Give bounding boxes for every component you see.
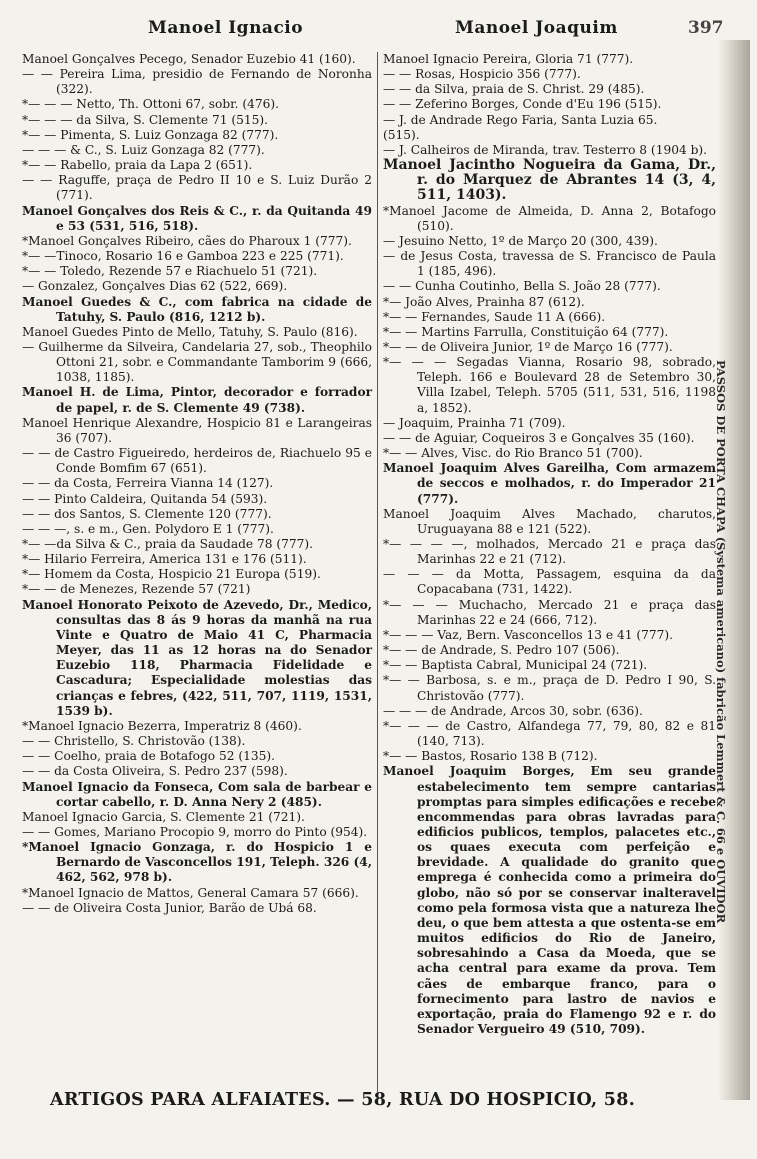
list-item: *— — — —, molhados, Mercado 21 e praça das Marinhas 22 e 21 (712). bbox=[383, 537, 716, 567]
list-item: — — de Castro Figueiredo, herdeiros de, Riachuelo 95 e Conde Bomfim 67 (651). bbox=[22, 446, 372, 476]
list-item: — — Christello, S. Christovão (138). bbox=[22, 734, 246, 749]
list-item: — — Pinto Caldeira, Quitanda 54 (593). bbox=[22, 491, 268, 506]
list-item: Manoel Ignacio Garcia, S. Clemente 21 (721). bbox=[22, 809, 305, 824]
list-item: *— —Tinoco, Rosario 16 e Gamboa 223 e 225 (771). bbox=[22, 249, 344, 264]
list-item: *— — Alves, Visc. do Rio Branco 51 (700). bbox=[383, 446, 643, 461]
list-item: Manoel Ignacio da Fonseca, Com sala de barbear e cortar cabello, r. D. Anna Nery 2 (485). bbox=[22, 779, 372, 809]
list-item: — — da Costa, Ferreira Vianna 14 (127). bbox=[22, 476, 274, 491]
list-item: — de Jesus Costa, travessa de S. Francisco de Paula 1 (185, 496). bbox=[383, 249, 716, 279]
list-item: — — Raguffe, praça de Pedro II 10 e S. Luiz Durão 2 (771). bbox=[22, 173, 372, 203]
list-item: *— — Barbosa, s. e m., praça de D. Pedro I 90, S. Christovão (777). bbox=[383, 673, 716, 703]
list-item: *— —da Silva & C., praia da Saudade 78 (777). bbox=[22, 537, 314, 551]
list-item: *Manoel Ignacio Gonzaga, r. do Hospicio 1 e Bernardo de Vasconcellos 191, Teleph. 326 (4, 462, 562, 978 b). bbox=[22, 840, 373, 885]
list-item: — J. de Andrade Rego Faria, Santa Luzia 65. bbox=[383, 112, 658, 127]
list-item: — Guilherme da Silveira, Candelaria 27, sob., Theophilo Ottoni 21, sobr. e Commandante Tamborim 9 (666, 1038, 1185). bbox=[22, 339, 372, 385]
list-item: *— — — Netto, Th. Ottoni 67, sobr. (476). bbox=[22, 97, 280, 112]
list-item: *— — de Menezes, Rezende 57 (721) bbox=[22, 582, 251, 597]
list-item: — Gonzalez, Gonçalves Dias 62 (522, 669). bbox=[22, 279, 288, 294]
column-divider bbox=[377, 52, 378, 1092]
list-item: *— — de Andrade, S. Pedro 107 (506). bbox=[383, 643, 620, 658]
list-item: — — Rosas, Hospicio 356 (777). bbox=[383, 67, 581, 82]
list-item: Manoel Joaquim Alves Machado, charutos, Uruguayana 88 e 121 (522). bbox=[383, 506, 716, 536]
left-column bbox=[22, 52, 372, 916]
list-item: Manoel Henrique Alexandre, Hospicio 81 e Larangeiras 36 (707). bbox=[22, 415, 372, 445]
list-item: *— João Alves, Prainha 87 (612). bbox=[383, 294, 585, 309]
list-item: — — Cunha Coutinho, Bella S. João 28 (777). bbox=[383, 279, 661, 294]
list-item: — Jesuino Netto, 1º de Março 20 (300, 439). bbox=[383, 233, 658, 248]
list-item: — — Coelho, praia de Botafogo 52 (135). bbox=[22, 749, 275, 764]
list-item: — — — & C., S. Luiz Gonzaga 82 (777). bbox=[22, 142, 265, 157]
list-item: — — Pereira Lima, presidio de Fernando de Noronha (322). bbox=[22, 67, 372, 97]
list-item: Manoel Joaquim Alves Gareilha, Com armazem de seccos e molhados, r. do Imperador 21 (777). bbox=[383, 461, 716, 506]
list-item: (515). bbox=[383, 127, 420, 142]
list-item: *— — — da Silva, S. Clemente 71 (515). bbox=[22, 112, 268, 127]
list-item: — Joaquim, Prainha 71 (709). bbox=[383, 415, 566, 430]
list-item: *— — Bastos, Rosario 138 B (712). bbox=[383, 749, 598, 764]
right-column-header: Manoel Joaquim bbox=[455, 18, 618, 38]
list-item: *— — Pimenta, S. Luiz Gonzaga 82 (777). bbox=[22, 127, 279, 142]
left-column-header: Manoel Ignacio bbox=[148, 18, 304, 38]
list-item: *— — — Segadas Vianna, Rosario 98, sobrado, Teleph. 166 e Boulevard 28 de Setembro 30, Villa Izabel, Teleph. 5705 (511, 531, 516, 1198 a, 1852). bbox=[383, 355, 716, 415]
list-item: Manoel H. de Lima, Pintor, decorador e forrador de papel, r. de S. Clemente 49 (738). bbox=[22, 385, 372, 415]
list-item: — — de Oliveira Costa Junior, Barão de Ubá 68. bbox=[22, 900, 317, 915]
list-item: *— — — Vaz, Bern. Vasconcellos 13 e 41 (777). bbox=[383, 627, 673, 642]
list-item: — — de Aguiar, Coqueiros 3 e Gonçalves 35 (160). bbox=[383, 430, 695, 445]
list-item: — — Gomes, Mariano Procopio 9, morro do Pinto (954). bbox=[22, 824, 368, 839]
list-item: — — da Costa Oliveira, S. Pedro 237 (598). bbox=[22, 764, 288, 779]
list-item: — — — da Motta, Passagem, esquina da da Copacabana (731, 1422). bbox=[383, 567, 716, 597]
edge-advertisement: PASSOS DE PORTA CHAPA (Systema americano) fabricão Lemmert & C. 66 e OUVIDOR bbox=[714, 360, 728, 924]
list-item: *— — de Oliveira Junior, 1º de Março 16 (777). bbox=[383, 339, 673, 354]
list-item: *Manoel Ignacio Bezerra, Imperatriz 8 (460). bbox=[22, 718, 302, 733]
list-item: *Manoel Gonçalves Ribeiro, cães do Pharoux 1 (777). bbox=[22, 233, 352, 248]
list-item: *— Homem da Costa, Hospicio 21 Europa (519). bbox=[22, 567, 321, 582]
list-item: *— — Martins Farrulla, Constituição 64 (777). bbox=[383, 324, 669, 339]
list-item: *— — Fernandes, Saude 11 A (666). bbox=[383, 309, 606, 324]
right-column bbox=[383, 52, 716, 1037]
footer-advertisement: ARTIGOS PARA ALFAIATES. — 58, RUA DO HOSPICIO, 58. bbox=[50, 1090, 636, 1110]
list-item: *— — Rabello, praia da Lapa 2 (651). bbox=[22, 158, 253, 173]
list-item: Manoel Jacintho Nogueira da Gama, Dr., r. do Marquez de Abrantes 14 (3, 4, 511, 1403). bbox=[383, 157, 716, 204]
list-item: Manoel Guedes & C., com fabrica na cidade de Tatuhy, S. Paulo (816, 1212 b). bbox=[22, 294, 372, 324]
list-item: Manoel Gonçalves dos Reis & C., r. da Quitanda 49 e 53 (531, 516, 518). bbox=[22, 203, 372, 233]
list-item: *Manoel Ignacio de Mattos, General Camara 57 (666). bbox=[22, 885, 359, 900]
list-item: — — da Silva, praia de S. Christ. 29 (485). bbox=[383, 82, 645, 97]
list-item: Manoel Honorato Peixoto de Azevedo, Dr., Medico, consultas das 8 ás 9 horas da manhã na rua Vinte e Quatro de Maio 41 C, Pharmacia Meyer, das 11 as 12 horas na do Senador Euzebio 118, Pharmacia Fidelidade e Cascadura; Especialidade molestias das crianças e febres, (422, 511, 707, 1119, 1531, 1539 b). bbox=[22, 597, 372, 718]
list-item: — J. Calheiros de Miranda, trav. Testerro 8 (1904 b). bbox=[383, 142, 708, 157]
list-item: *Manoel Jacome de Almeida, D. Anna 2, Botafogo (510). bbox=[383, 203, 716, 233]
list-item: *— — Baptista Cabral, Municipal 24 (721). bbox=[383, 658, 648, 673]
list-item: *— — — de Castro, Alfandega 77, 79, 80, 82 e 81 (140, 713). bbox=[383, 718, 716, 749]
list-item: *— — Toledo, Rezende 57 e Riachuelo 51 (721). bbox=[22, 264, 318, 279]
page-number: 397 bbox=[688, 18, 724, 38]
list-item: — — Zeferino Borges, Conde d'Eu 196 (515). bbox=[383, 97, 662, 112]
list-item: — — —, s. e m., Gen. Polydoro E 1 (777). bbox=[22, 521, 274, 536]
list-item: Manoel Ignacio Pereira, Gloria 71 (777). bbox=[383, 52, 634, 66]
list-item: *— Hilario Ferreira, America 131 e 176 (511). bbox=[22, 552, 307, 567]
list-item: — — dos Santos, S. Clemente 120 (777). bbox=[22, 506, 272, 521]
list-item: — — — de Andrade, Arcos 30, sobr. (636). bbox=[383, 703, 643, 718]
list-item: Manoel Joaquim Borges, Em seu grande estabelecimento tem sempre cantarias promptas para simples edificações e recebe encommendas para obras lavradas para edificios publicos, templos, palacetes etc., os quaes executa com perfeição e brevidade. A qualidade do granito que emprega é conhecida como a primeira do globo, não só por se conservar inalteravel como pela formosa vista que a natureza lhe deu, o que bem attesta a que ostenta-se em muitos edificios do Rio de Janeiro, sobresahindo a Casa da Moeda, que se acha central para exame da prova. Tem cães de embarque franco, para o fornecimento para lastro de navios e exportação, praia do Flamengo 92 e r. do Senador Vergueiro 49 (510, 709). bbox=[383, 764, 716, 1036]
list-item: Manoel Gonçalves Pecego, Senador Euzebio 41 (160). bbox=[22, 52, 356, 66]
list-item: Manoel Guedes Pinto de Mello, Tatuhy, S. Paulo (816). bbox=[22, 324, 358, 339]
list-item: *— — — Muchacho, Mercado 21 e praça das Marinhas 22 e 24 (666, 712). bbox=[383, 597, 716, 627]
